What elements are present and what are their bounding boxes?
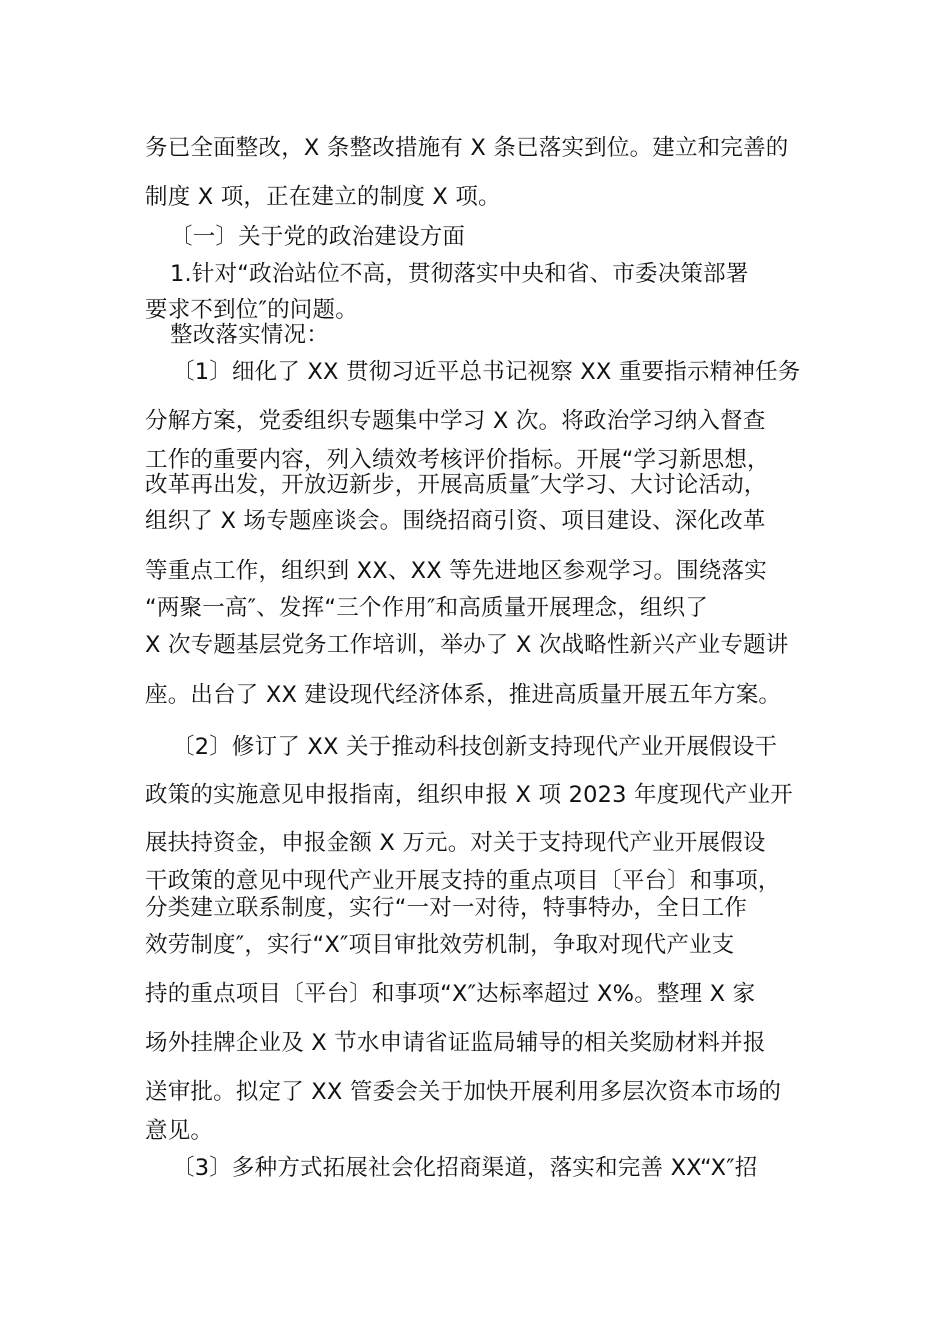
text-line: 持的重点项目〔平台〕和事项“X″达标率超过 X%。整理 X 家 (145, 981, 756, 1007)
text-line: 〔2〕修订了 XX 关于推动科技创新支持现代产业开展假设干 (172, 734, 778, 760)
text-line: 〔3〕多种方式拓展社会化招商渠道，落实和完善 XX“X″招 (172, 1155, 758, 1181)
text-line: 效劳制度″，实行“X″项目审批效劳机制，争取对现代产业支 (145, 932, 735, 958)
text-line: 送审批。拟定了 XX 管委会关于加快开展利用多层次资本市场的 (145, 1079, 782, 1105)
text-line: 政策的实施意见申报指南，组织申报 X 项 2023 年度现代产业开 (145, 782, 793, 808)
text-line: 展扶持资金，申报金额 X 万元。对关于支持现代产业开展假设 (145, 830, 766, 856)
text-line: X 次专题基层党务工作培训，举办了 X 次战略性新兴产业专题讲 (145, 632, 789, 658)
text-line: 等重点工作，组织到 XX、XX 等先进地区参观学习。围绕落实 (145, 558, 767, 584)
text-line: 分类建立联系制度，实行“一对一对待，特事特办，全日工作 (145, 895, 748, 921)
text-line: 1.针对“政治站位不高，贯彻落实中央和省、市委决策部署 (170, 261, 749, 287)
text-line: 工作的重要内容，列入绩效考核评价指标。开展“学习新思想， (145, 447, 770, 473)
section-heading: 〔一〕关于党的政治建设方面 (170, 224, 466, 250)
text-line: 座。出台了 XX 建设现代经济体系，推进高质量开展五年方案。 (145, 682, 782, 708)
text-line: 务已全面整改，X 条整改措施有 X 条已落实到位。建立和完善的 (145, 135, 789, 161)
text-line: 〔1〕细化了 XX 贯彻习近平总书记视察 XX 重要指示精神任务 (172, 359, 801, 385)
text-line: 分解方案，党委组织专题集中学习 X 次。将政治学习纳入督查 (145, 408, 766, 434)
text-line: 意见。 (145, 1118, 214, 1144)
text-line: 干政策的意见中现代产业开展支持的重点项目〔平台〕和事项， (145, 868, 781, 894)
subheading: 整改落实情况： (170, 322, 329, 348)
text-line: 组织了 X 场专题座谈会。围绕招商引资、项目建设、深化改革 (145, 508, 766, 534)
text-line: 要求不到位″的问题。 (145, 297, 358, 323)
text-line: 制度 X 项，正在建立的制度 X 项。 (145, 184, 501, 210)
text-line: “两聚一高″、发挥“三个作用″和高质量开展理念，组织了 (145, 595, 709, 621)
text-line: 改革再出发，开放迈新步，开展高质量″大学习、大讨论活动， (145, 472, 767, 498)
text-line: 场外挂牌企业及 X 节水申请省证监局辅导的相关奖励材料并报 (145, 1030, 766, 1056)
